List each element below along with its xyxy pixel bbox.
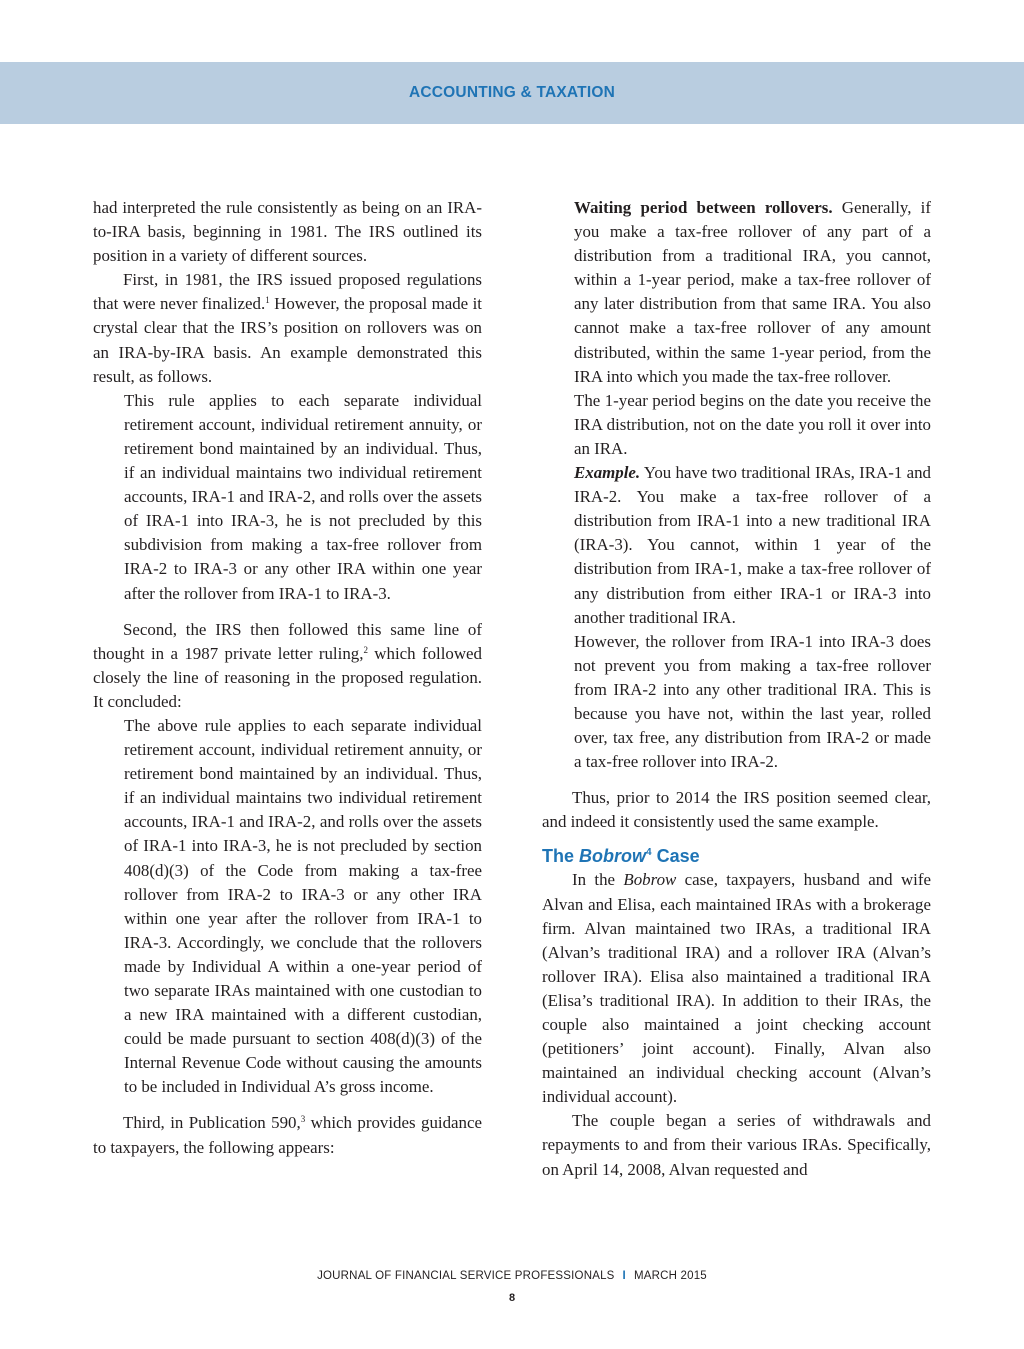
page-number: 8 <box>508 1292 516 1304</box>
left-column <box>93 196 482 1160</box>
paragraph: Second, the IRS then followed this same line of thought in a 1987 private letter ruling,$^2$ which followed closely the line of reasoning in the proposed regulation. It concluded: <box>93 619 483 711</box>
paragraph: In the Bobrow case, taxpayers, husband and wife Alvan and Elisa, each maintained IRAs with a brokerage firm. Alvan maintained two IRAs, a traditional IRA (Alvan’s traditional IRA) and a rollover IRA (Alvan’s rollover IRA). Elisa also maintained a traditional IRA (Elisa’s traditional IRA). In addition to their IRAs, the couple also maintained a joint checking account (petitioners’ joint account). Finally, Alvan also maintained an individual checking account (Alvan’s individual account). <box>542 870 931 1107</box>
block-quote: Example. You have two traditional IRAs, IRA-1 and IRA-2. You make a tax-free rollover of a distribution from IRA-1 into a new traditional IRA (IRA-3). You cannot, within 1 year of the distribution from IRA-1, make a tax-free rollover of any distribution from either IRA-1 or IRA-3 into another traditional IRA. <box>574 463 931 627</box>
paragraph: First, in 1981, the IRS issued proposed regulations that were never finalized.$^1$ However, the proposal made it crystal clear that the IRS’s position on rollovers was on an IRA-by-IRA basis. An example demonstrated this result, as follows. <box>93 270 482 386</box>
paragraph: had interpreted the rule consistently as being on an IRA-to-IRA basis, beginning in 1981. The IRS outlined its position in a variety of different sources. <box>93 198 482 266</box>
footnote-ref[interactable]: 1 <box>265 295 270 306</box>
block-quote: The above rule applies to each separate individual retirement account, individual retirement annuity, or retirement bond maintained by an individual. Thus, if an individual maintains two individual retirement accounts, IRA-1 and IRA-2, and rolls over the assets of IRA-1 into IRA-3, he is not precluded by section 408(d)(3) of the Code from making a tax-free rollover from IRA-2 to IRA-3 or any other IRA within one year after the rollover from IRA-1 to IRA-3. Accordingly, we conclude that the rollovers made by Individual A within a one-year period of two separate IRAs maintained with one custodian to a new IRA maintained with a different custodian, could be made pursuant to section 408(d)(3) of the Internal Revenue Code without causing the amounts to be included in Individual A’s gross income. <box>124 715 482 1097</box>
right-column <box>542 196 931 1182</box>
header-band <box>0 62 1024 124</box>
footnote-ref[interactable]: 4 <box>646 847 652 859</box>
block-quote: This rule applies to each separate individual retirement account, individual retirement annuity, or retirement bond maintained by an individual. Thus, if an individual maintains two individual retirement accounts, IRA-1 and IRA-2, and rolls over the assets of IRA-1 into IRA-3, he is not precluded by this subdivision from making a tax-free rollover from IRA-2 to IRA-3 or any other IRA within one year after the rollover from IRA-1 to IRA-3. <box>124 390 482 603</box>
footer-separator: I <box>622 1270 626 1282</box>
run-in-heading: Waiting period between rollovers. <box>574 198 833 217</box>
journal-name: JOURNAL OF FINANCIAL SERVICE PROFESSIONALS <box>317 1270 615 1282</box>
footnote-ref[interactable]: 2 <box>363 644 368 655</box>
example-label: Example. <box>574 463 641 483</box>
page-footer <box>0 1270 1024 1282</box>
issue-date: MARCH 2015 <box>633 1270 707 1282</box>
section-heading: The Bobrow$^4$ Case <box>542 846 700 867</box>
footnote-ref[interactable]: 3 <box>300 1114 306 1125</box>
paragraph: The couple began a series of withdrawals and repayments to and from their various IRAs. Specifically, on April 14, 2008, Alvan requested and <box>542 1111 931 1179</box>
block-quote: The 1-year period begins on the date you receive the IRA distribution, not on the date you roll it over into an IRA. <box>574 390 931 458</box>
paragraph: Third, in Publication 590,$^3$ which provides guidance to taxpayers, the following appears: <box>93 1113 482 1157</box>
block-quote: Waiting period between rollovers. Generally, if you make a tax-free rollover of any part of a distribution from a traditional IRA, you cannot, within a 1-year period, make a tax-free rollover of any later distribution from that same IRA. You also cannot make a tax-free rollover of any amount distributed, within the same 1-year period, from the IRA into which you made the tax-free rollover. <box>574 198 931 386</box>
section-title: ACCOUNTING & TAXATION <box>409 84 615 101</box>
block-quote: However, the rollover from IRA-1 into IRA-3 does not prevent you from making a tax-free rollover from IRA-2 into any other traditional IRA. This is because you have not, within the last year, rolled over, tax free, any distribution from IRA-2 or made a tax-free rollover into IRA-2. <box>574 631 931 772</box>
paragraph: Thus, prior to 2014 the IRS position seemed clear, and indeed it consistently used the same example. <box>542 788 931 832</box>
